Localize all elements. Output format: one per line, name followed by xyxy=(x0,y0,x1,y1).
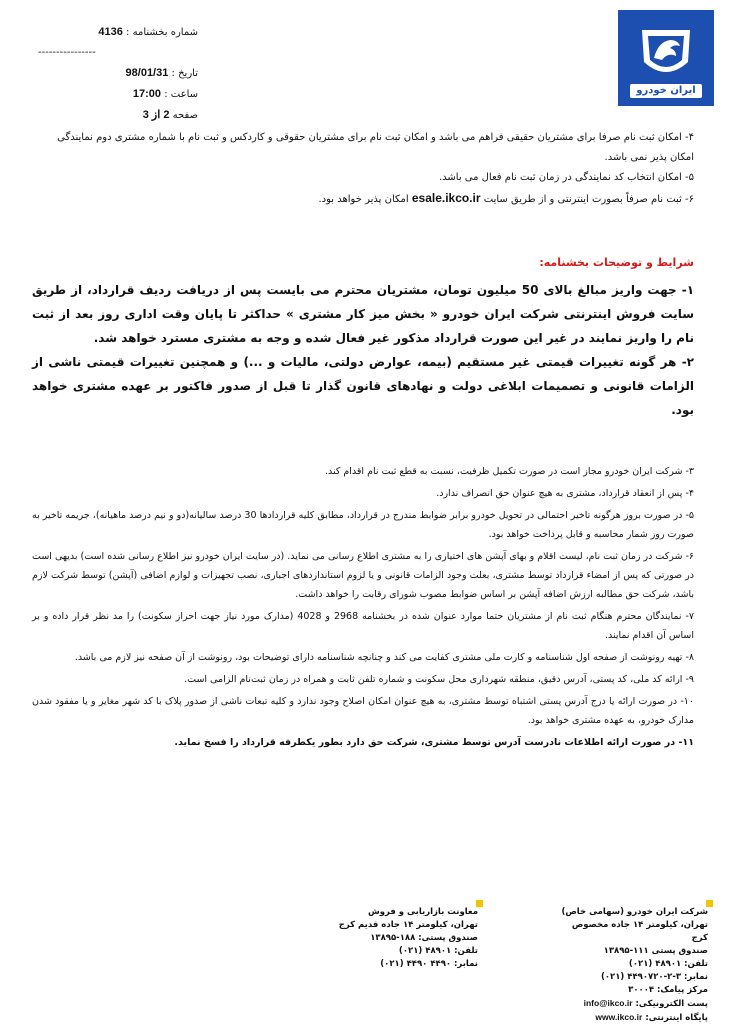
intro-list xyxy=(44,128,694,210)
meta-divider: ---------------- xyxy=(38,47,96,58)
term-3: ۳- شرکت ایران خودرو مجاز است در صورت تکمیل ظرفیت، نسبت به قطع ثبت نام اقدام کند. xyxy=(324,466,694,477)
time-row: ساعت : 17:00 xyxy=(132,88,198,100)
intro-item-6: ۶- ثبت نام صرفاً بصورت اینترنتی و از طریق سایت esale.ikco.ir امکان پذیر خواهد بود. xyxy=(318,191,694,205)
term-7: ۷- نمایندگان محترم هنگام ثبت نام از مشتریان حتما موارد عنوان شده در بخشنامه 2968 و 4028 (مدارک مورد نیاز جهت احراز سکونت) را مد نظر قرار داده و بر اساس آن اقدام نمایند. xyxy=(32,611,694,641)
page-row: صفحه 2 از 3 xyxy=(142,109,198,121)
circular-meta xyxy=(38,22,198,126)
intro-item-5: ۵- امکان انتخاب کد نمایندگی در زمان ثبت نام فعال می باشد. xyxy=(438,172,694,183)
terms-list xyxy=(32,462,694,755)
footer-website[interactable]: www.ikco.ir xyxy=(595,1012,643,1022)
section-title: شرایط و توضیحات بخشنامه: xyxy=(539,256,694,269)
circular-number-row: شماره بخشنامه : 4136 xyxy=(98,26,198,38)
esale-site-link[interactable]: esale.ikco.ir xyxy=(411,191,481,205)
circular-number: 4136 xyxy=(98,26,123,38)
term-1: ۱- جهت واریز مبالغ بالای 50 میلیون تومان، مشتریان محترم می بایست پس از دریافت ردیف قرارداد، از طریق سایت فروش اینترنتی شرکت ایران خودرو « بخش میز کار مشتری » حداکثر تا پایان وقت اداری روز بعد از ثبت نام را واریز نمایند در غیر این صورت قرارداد مذکور غیر فعال شده و وجه به مشتری مسترد خواهد شد. xyxy=(32,283,695,345)
footer-sales: معاونت بازاریابی و فروش تهران، کیلومتر ۱۴ جاده قدیم کرج صندوق پستی: ۱۸۸-۱۳۸۹۵ تلفن: ۴۸۹۰۱ (۰۲۱) نمابر: ۴۴۹۰ ۴۴۹۰ (۰۲۱) xyxy=(338,907,478,969)
logo-text: ایران خودرو xyxy=(636,85,696,96)
term-8: ۸- تهیه رونوشت از صفحه اول شناسنامه و کارت ملی مشتری کفایت می کند و چنانچه شناسنامه دارای توضیحات بود، رونوشت از آن صفحه نیز لازم می باشد. xyxy=(74,652,694,663)
term-2: ۲- هر گونه تغییرات قیمتی غیر مستقیم (بیمه، عوارض دولتی، مالیات و ...) و همچنین تغییرات قیمتی ناشی از الزامات قانونی و تصمیمات ابلاغی دولت و نهادهای قانون گذار تا قبل از صدور فاکتور بر عهده مشتری خواهد بود. xyxy=(32,355,694,417)
date-row: تاریخ : 98/01/31 xyxy=(125,67,198,79)
ikco-logo xyxy=(618,10,714,106)
date-value: 98/01/31 xyxy=(125,67,169,79)
term-4: ۴- پس از انعقاد قرارداد، مشتری به هیچ عنوان حق انصراف ندارد. xyxy=(436,488,694,499)
time-value: 17:00 xyxy=(132,88,162,100)
term-9: ۹- ارائه کد ملی، کد پستی، آدرس دقیق، منطقه شهرداری محل سکونت و شماره تلفن ثابت و همراه در زمان ثبت‌نام الزامی است. xyxy=(184,674,694,685)
footer-company: شرکت ایران خودرو (سهامی خاص) تهران، کیلومتر ۱۴ جاده مخصوص کرج صندوق پستی ۱۱۱-۱۳۸۹۵ تلفن: ۴۸۹۰۱ (۰۲۱) نمابر: ۳-۲-۴۴۹۰۷۲۰ (۰۲۱) مرکز پیامک: ۳۰۰۰۴ پست الکترونیکی: info@ikco.ir پایگاه اینترنتی: www.ikco.ir xyxy=(561,907,708,1023)
term-11: ۱۱- در صورت ارائه اطلاعات نادرست آدرس توسط مشتری، شرکت حق دارد بطور یکطرفه قرارداد را فسخ نماید. xyxy=(174,737,694,748)
term-6: ۶- شرکت در زمان ثبت نام، لیست اقلام و بهای آپشن های اختیاری را به مشتری اطلاع رسانی می نماید. (در سایت ایران خودرو نیز اطلاع رسانی شده است) بدیهی است در صورتی که پس از امضاء قرارداد توسط مشتری، بعلت وجود الزامات قانونی و یا لزوم استانداردهای اجباری، نصب تجهیزات و لوازم اضافی (آپشن) توسط شرکت لازم باشد، شرکت حق مطالبه ارزش اضافه آپشن بر اساس ضوابط مصوب شورای رقابت را خواهد داشت. xyxy=(32,551,694,600)
term-10: ۱۰- در صورت ارائه یا درج آدرس پستی اشتباه توسط مشتری، به هیچ عنوان امکان اصلاح وجود ندارد و کلیه تبعات ناشی از صدور پلاک با کد شهر مغایر و یا مفقود شدن مدارک خودرو، به عهده مشتری خواهد بود. xyxy=(32,696,694,726)
intro-item-4: ۴- امکان ثبت نام صرفا برای مشتریان حقیقی فراهم می باشد و امکان ثبت نام برای مشتریان حقوقی و کاردکس و ثبت نام با شماره مشتری دوم نمایندگی امکان پذیر نمی باشد. xyxy=(57,132,694,163)
terms-bold-list xyxy=(32,278,694,422)
term-5: ۵- در صورت بروز هرگونه تاخیر احتمالی در تحویل خودرو برابر ضوابط مندرج در قرارداد، مطابق کلیه قراردادها 30 درصد سالیانه(دو و نیم درصد ماهیانه)، جریمه تاخیر به صورت روز شمار محاسبه و قابل پرداخت خواهد بود. xyxy=(32,510,694,540)
page-value: 2 از 3 xyxy=(142,109,170,121)
footer-email[interactable]: info@ikco.ir xyxy=(583,998,633,1008)
